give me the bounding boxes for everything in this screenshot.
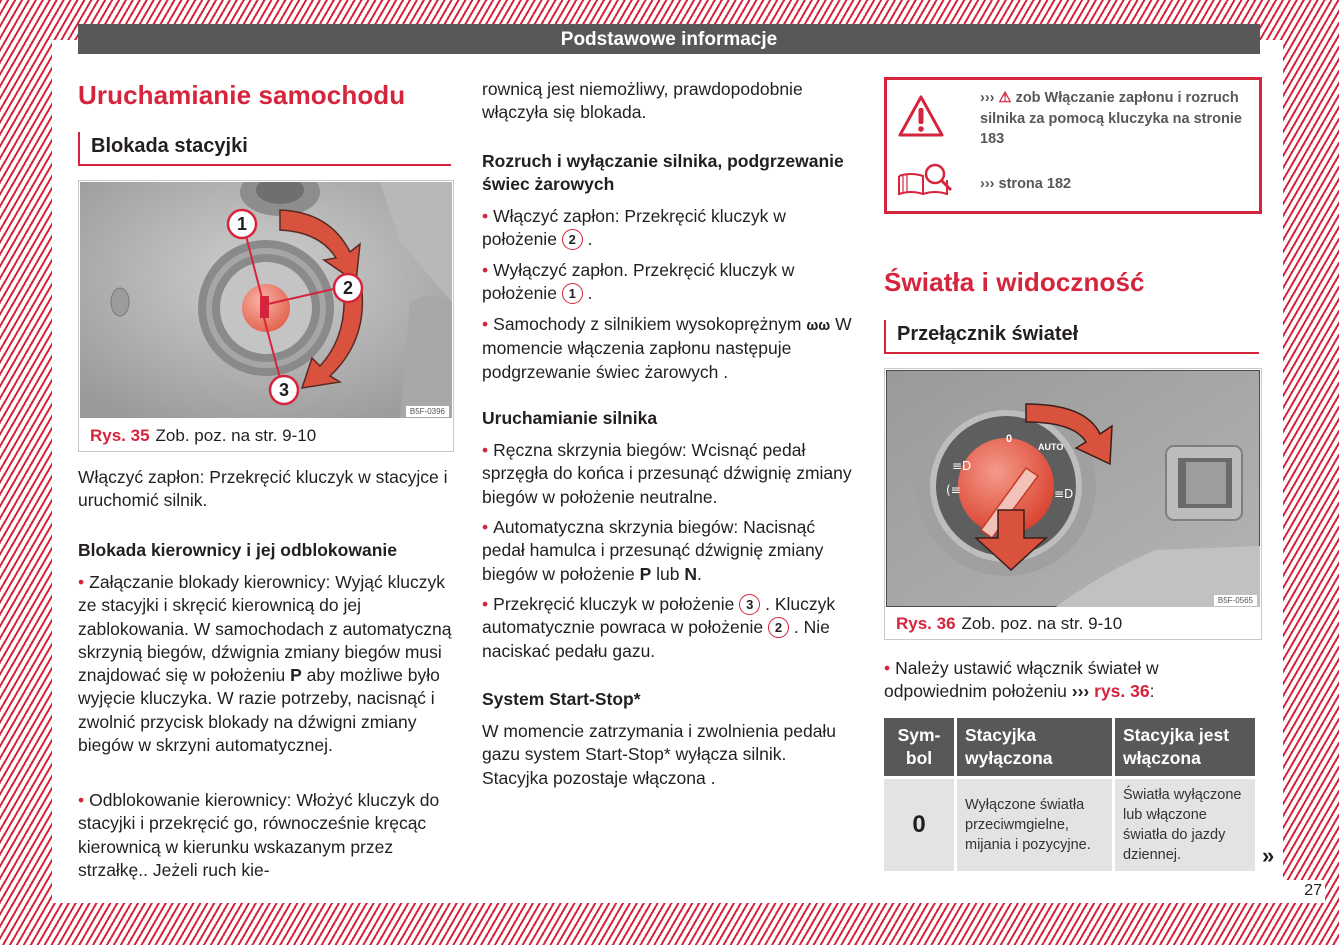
position-3-marker: 3 <box>739 594 760 615</box>
bullet-text: . <box>697 563 702 584</box>
svg-text:(≡: (≡ <box>946 483 961 497</box>
start-stop-paragraph: W momencie zatrzymania i zwolnienia pedału gazu system Start-Stop* wyłącza silnik. Stacyjka pozostaje włączona . <box>482 721 837 788</box>
reference-arrows: ››› <box>1071 681 1090 702</box>
column-header-symbol: Sym- bol <box>884 718 954 776</box>
bullet-text: Automatyczna skrzynia biegów: Nacisnąć pedał hamulca i przesunąć dźwignię zmiany biegów w położenie <box>482 517 824 584</box>
intro-paragraph: Włączyć zapłon: Przekręcić kluczyk w stacyjce i uruchomić silnik. <box>78 467 448 511</box>
bullet-text: Przekręcić kluczyk w położenie <box>493 594 735 614</box>
figure-caption <box>90 426 316 446</box>
bullet-text: Włączyć zapłon: Przekręcić kluczyk w położenie <box>482 206 786 250</box>
chapter-header: Podstawowe informacje <box>78 24 1260 54</box>
subsection-title-light-switch: Przełącznik świateł <box>884 320 1259 354</box>
figure-code: B5F-0565 <box>1214 595 1257 606</box>
notice-box <box>884 77 1262 214</box>
figure-caption <box>896 614 1122 634</box>
bullet-text: . Nie naciskać pedału gazu. <box>482 617 830 661</box>
subsection-title: Blokada stacyjki <box>78 132 451 166</box>
glow-plug-icon: 𝛚𝛚 <box>806 316 831 334</box>
figure-code: B5F-0396 <box>406 406 449 417</box>
light-switch-illustration <box>886 370 1260 607</box>
heading-engine-start: Uruchamianie silnika <box>482 408 658 428</box>
manual-reference-icon <box>897 162 957 198</box>
bullet-automatic-gearbox <box>482 516 860 586</box>
cell-symbol: 0 <box>884 779 954 871</box>
figure-ignition-lock <box>78 180 454 452</box>
page-reference-text: strona 182 <box>998 176 1072 192</box>
warning-reference[interactable] <box>980 88 1245 150</box>
svg-text:0: 0 <box>1006 433 1013 445</box>
position-2-marker: 2 <box>562 229 583 250</box>
figure-label: Rys. 36 <box>896 614 956 633</box>
svg-text:1: 1 <box>236 214 248 234</box>
inline-warning-icon: ⚠ <box>998 90 1012 106</box>
bullet-text: Wyłączyć zapłon. Przekręcić kluczyk w położenie <box>482 260 795 304</box>
svg-text:≡D: ≡D <box>952 459 972 473</box>
page-number: 27 <box>1304 882 1322 899</box>
section-title-lights: Światła i widoczność <box>884 267 1145 297</box>
svg-text:≡D: ≡D <box>1054 487 1074 501</box>
heading-steering-lock: Blokada kierownicy i jej odblokowanie <box>78 540 397 560</box>
bullet-ignition-on: • Włączyć zapłon: Przekręcić kluczyk w położenie 2 . <box>482 205 852 252</box>
bullet-turn-key <box>482 593 854 663</box>
bullet-text: : <box>1149 681 1155 702</box>
figure-caption-text: Zob. poz. na str. 9-10 <box>155 426 317 445</box>
reference-arrows: ››› <box>980 176 995 192</box>
gear-n: N <box>684 563 698 584</box>
gear-p: P <box>639 563 652 584</box>
bullet-text: Załączanie blokady kierownicy: Wyjąć kluczyk ze stacyjki i skręcić kierownicą do jej zablokowania. W samochodach z automatyczną skrzynią biegów, dźwignia zmiany biegów musi znajdować się w położeniu <box>78 572 452 686</box>
bullet-steering-lock-engage <box>78 571 453 757</box>
warning-reference-text: zob Włączanie zapłonu i rozruch silnika za pomocą kluczyka na stronie 183 <box>980 90 1242 147</box>
figure-link[interactable]: rys. 36 <box>1094 681 1150 702</box>
page-reference[interactable] <box>980 174 1245 195</box>
bullet-text: Należy ustawić włącznik świateł w odpowiednim położeniu <box>884 658 1159 702</box>
bullet-text: aby możliwe było wyjęcie kluczyka. W razie potrzeby, nacisnąć i zwolnić przycisk blokady na dźwigni zmiany biegów w skrzyni automatycznej. <box>78 665 440 756</box>
heading-start-stop-engine: Rozruch i wyłączanie silnika, podgrzewanie świec żarowych <box>482 151 844 195</box>
bullet-text: Samochody z silnikiem wysokoprężnym <box>493 314 802 334</box>
bullet-ignition-off: • Wyłączyć zapłon. Przekręcić kluczyk w położenie 1 . <box>482 259 852 306</box>
cell-ignition-off: Wyłączone światła przeciwmgielne, mijania i pozycyjne. <box>957 779 1112 871</box>
warning-triangle-icon <box>897 94 945 138</box>
position-1-marker: 1 <box>562 283 583 304</box>
heading-start-stop-system: System Start-Stop* <box>482 689 641 709</box>
bullet-manual-gearbox: • Ręczna skrzynia biegów: Wcisnąć pedał sprzęgła do końca i przesunąć dźwignię zmiany biegów w położenie neutralne. <box>482 439 852 509</box>
continued-marker: » <box>1262 843 1275 868</box>
gear-p: P <box>290 665 302 686</box>
bullet-text: lub <box>651 563 685 584</box>
ignition-lock-illustration <box>80 182 452 418</box>
svg-text:2: 2 <box>342 278 354 298</box>
svg-text:AUTO: AUTO <box>1038 442 1064 452</box>
bullet-steering-unlock: • Odblokowanie kierownicy: Włożyć kluczyk do stacyjki i przekręcić go, równocześnie kręcąc kierownicą w kierunku wskazanym przez strzałkę.. Jeżeli ruch kie- <box>78 789 453 882</box>
section-title: Uruchamianie samochodu <box>78 80 406 110</box>
cell-ignition-on: Światła wyłączone lub włączone światła do jazdy dziennej. <box>1115 779 1255 871</box>
position-2-marker: 2 <box>768 617 789 638</box>
reference-arrows: ››› <box>980 90 995 106</box>
bullet-text: . Kluczyk automatycznie powraca w położenie <box>482 594 836 638</box>
svg-text:3: 3 <box>278 380 290 400</box>
figure-label: Rys. 35 <box>90 426 150 445</box>
continuation-paragraph: rownicą jest niemożliwy, prawdopodobnie włączyła się blokada. <box>482 79 803 123</box>
table-row <box>884 779 1255 871</box>
bullet-set-switch <box>884 657 1254 704</box>
column-header-ignition-off: Stacyjka wyłączona <box>957 718 1112 776</box>
table-header-row <box>884 718 1255 776</box>
bullet-text: W momencie włączenia zapłonu następuje podgrzewanie świec żarowych . <box>482 314 852 382</box>
bullet-diesel-glow <box>482 313 854 384</box>
column-header-ignition-on: Stacyjka jest włączona <box>1115 718 1255 776</box>
figure-light-switch <box>884 368 1262 640</box>
figure-caption-text: Zob. poz. na str. 9-10 <box>961 614 1123 633</box>
light-switch-table <box>881 715 1258 874</box>
